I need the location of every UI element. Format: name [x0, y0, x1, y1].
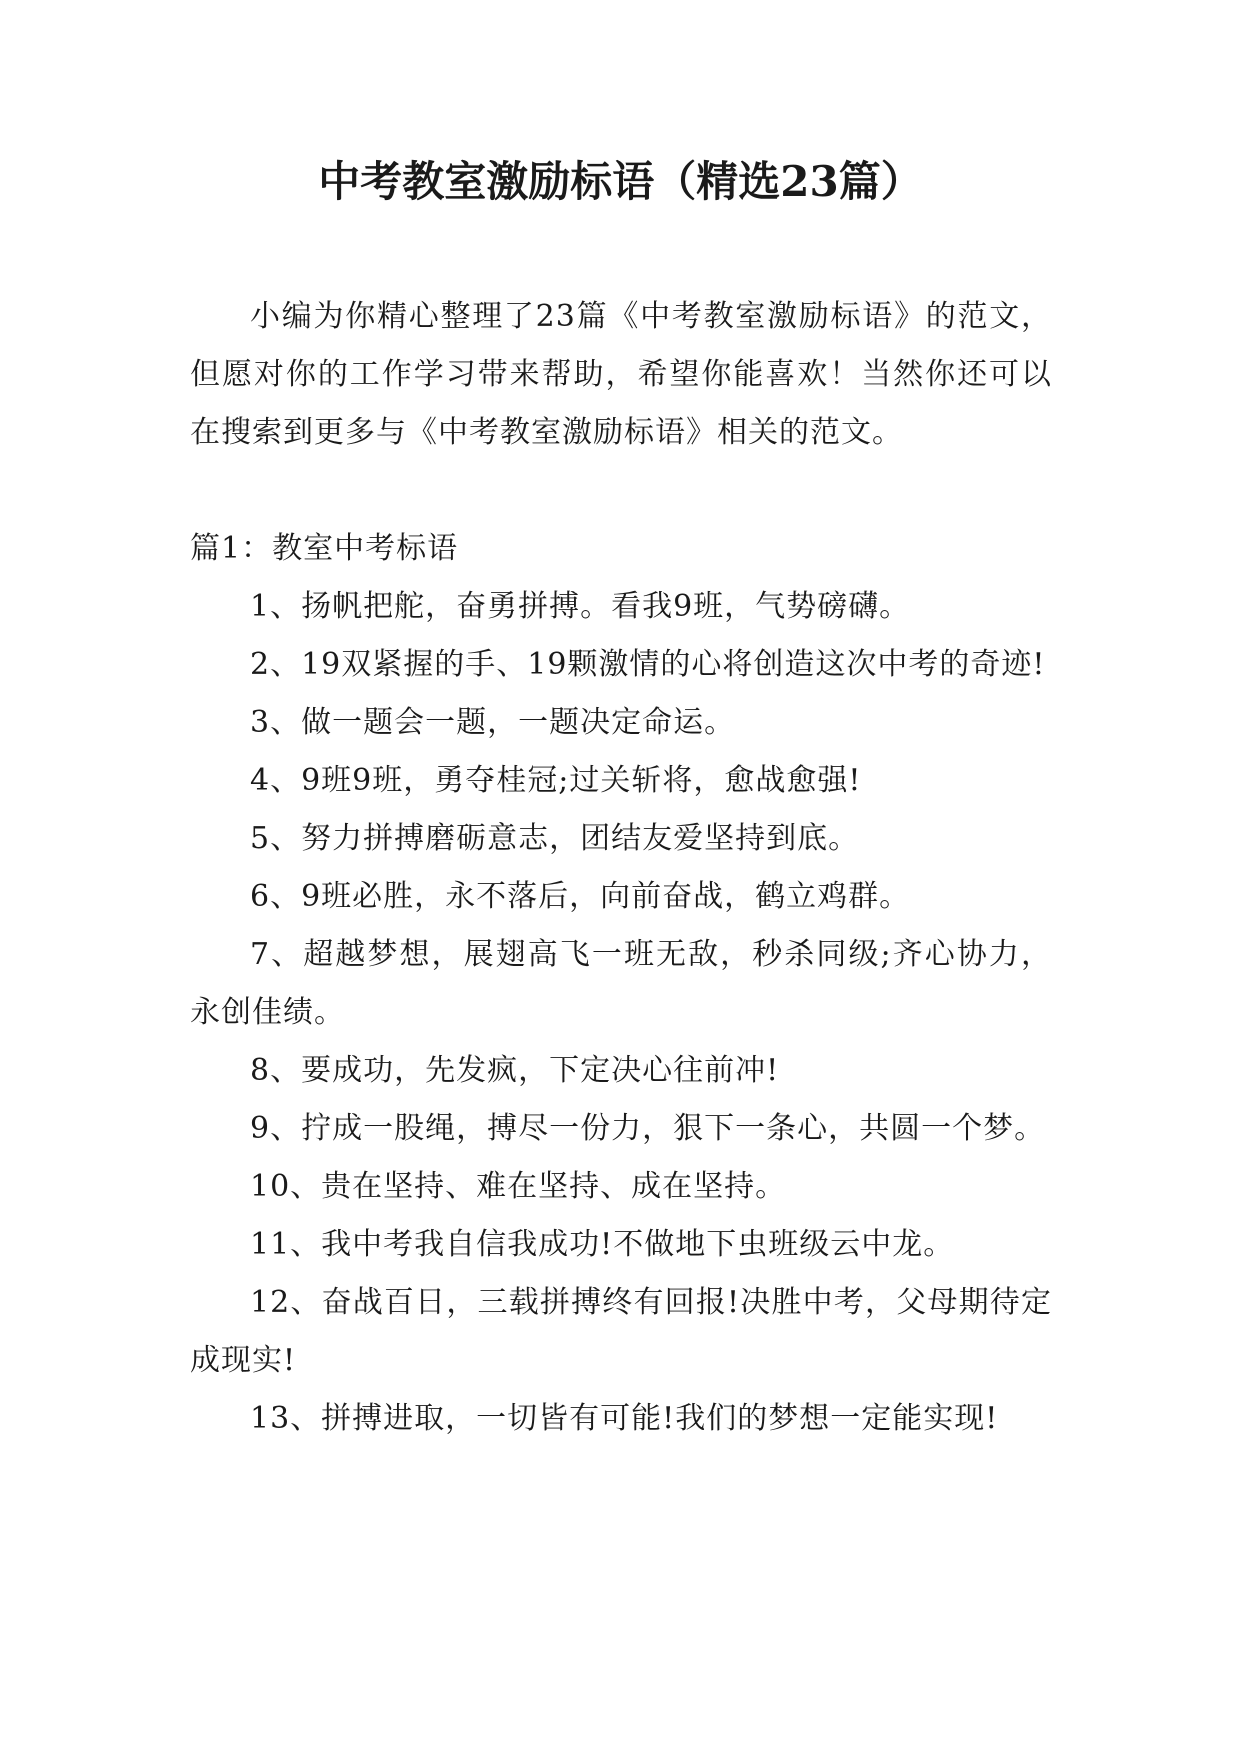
- intro-paragraph: 小编为你精心整理了23篇《中考教室激励标语》的范文，但愿对你的工作学习带来帮助，希望你能喜欢！当然你还可以在搜索到更多与《中考教室激励标语》相关的范文。: [190, 299, 1052, 450]
- document-title: 中考教室激励标语（精选23篇）: [318, 157, 923, 206]
- paragraph-spacer: [190, 462, 1052, 520]
- list-item: 3、做一题会一题，一题决定命运。: [250, 705, 736, 740]
- list-item: 11、我中考我自信我成功!不做地下虫班级云中龙。: [250, 1227, 955, 1262]
- list-item: 13、拼搏进取，一切皆有可能!我们的梦想一定能实现!: [250, 1401, 999, 1436]
- list-item: 12、奋战百日，三载拼搏终有回报!决胜中考，父母期待定成现实!: [190, 1285, 1052, 1378]
- section-heading: 篇1：教室中考标语: [190, 531, 459, 566]
- list-item: 1、扬帆把舵，奋勇拼搏。看我9班，气势磅礴。: [250, 589, 911, 624]
- list-item: 5、努力拼搏磨砺意志，团结友爱坚持到底。: [250, 821, 860, 856]
- list-item: 4、9班9班，勇夺桂冠;过关斩将，愈战愈强!: [250, 763, 862, 798]
- list-item: 10、贵在坚持、难在坚持、成在坚持。: [250, 1169, 787, 1204]
- list-item: 9、拧成一股绳，搏尽一份力，狠下一条心，共圆一个梦。: [250, 1111, 1046, 1146]
- list-item: 2、19双紧握的手、19颗激情的心将创造这次中考的奇迹!: [250, 647, 1046, 682]
- document-body: [190, 288, 1052, 1448]
- list-item: 7、超越梦想，展翅高飞一班无敌，秒杀同级;齐心协力，永创佳绩。: [190, 937, 1052, 1030]
- list-item: 8、要成功，先发疯，下定决心往前冲!: [250, 1053, 780, 1088]
- list-item: 6、9班必胜，永不落后，向前奋战，鹤立鸡群。: [250, 879, 911, 914]
